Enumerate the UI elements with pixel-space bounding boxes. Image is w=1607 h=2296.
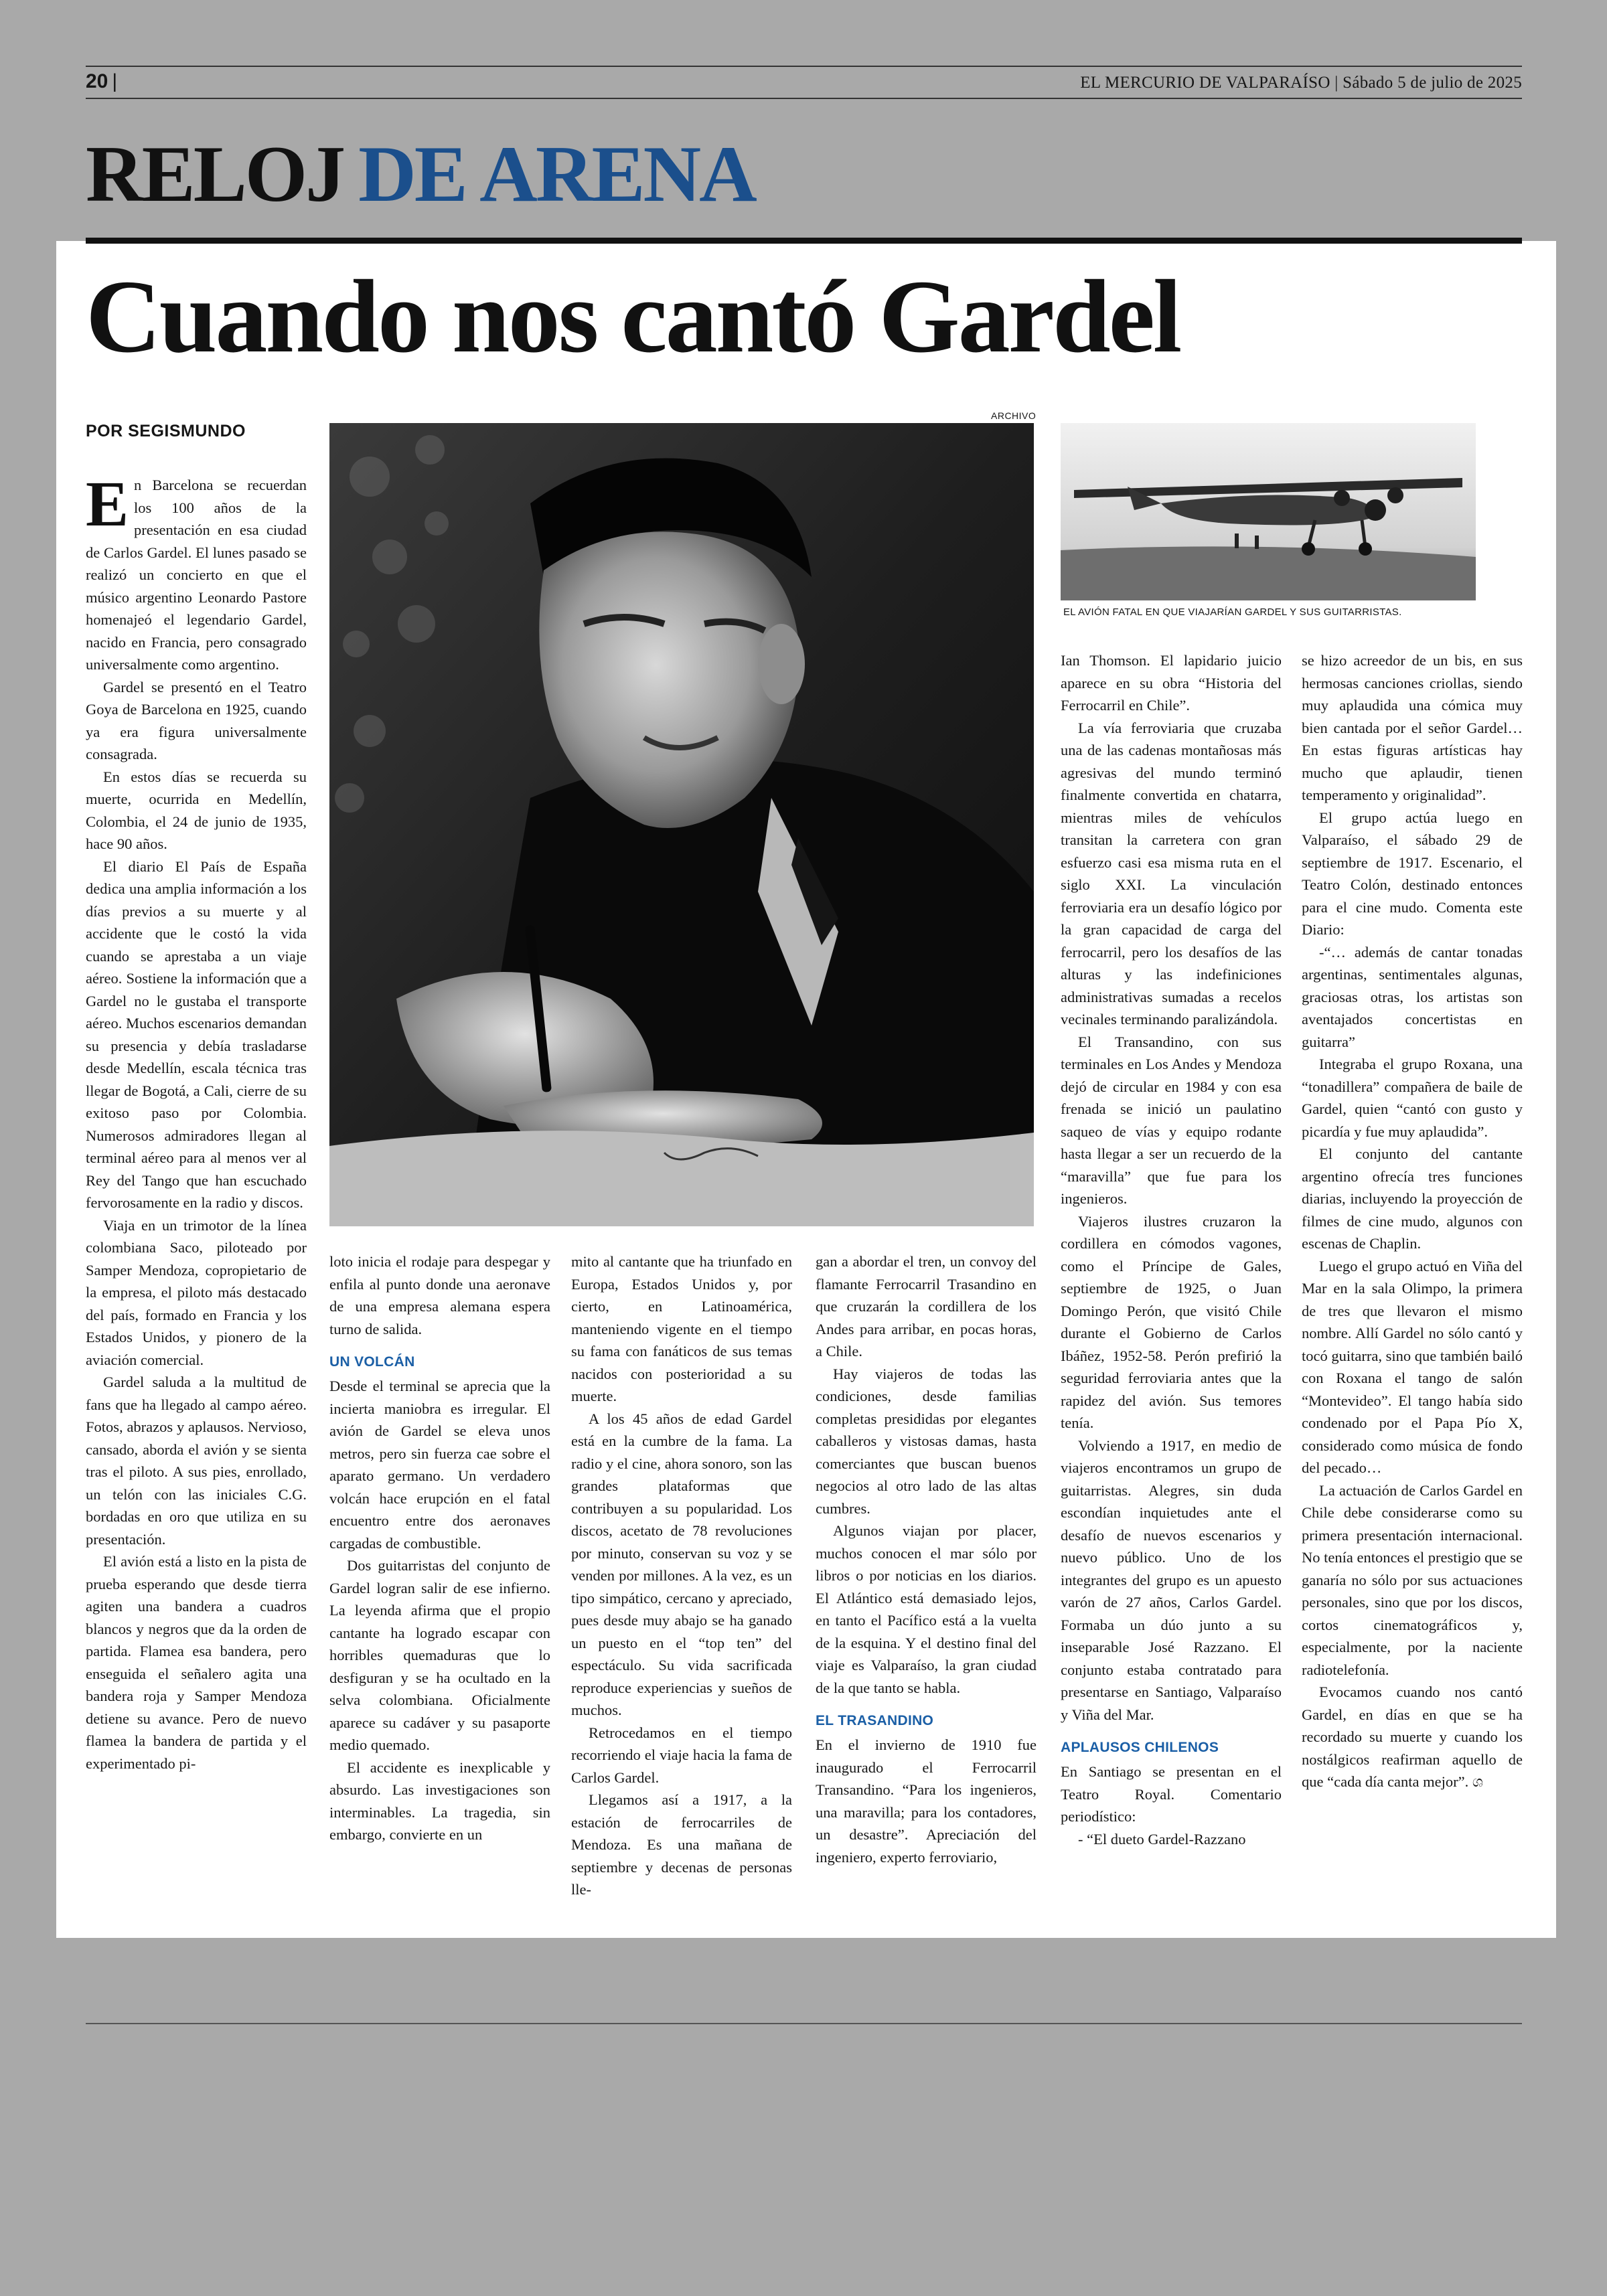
paragraph: Viaja en un trimotor de la línea colombiana Saco, piloteado por Samper Mendoza, copropietario de la empresa, el piloto más destacado del país, formado en Francia y los Estados Unidos, y pionero de la aviación comercial. (86, 1216, 307, 1368)
plane-caption: EL AVIÓN FATAL EN QUE VIAJARÍAN GARDEL Y SUS GUITARRISTAS. (1063, 606, 1402, 618)
article-column-6 (1302, 649, 1523, 1793)
article-column-4 (816, 1250, 1037, 1868)
paragraph: En Santiago se presentan en el Teatro Royal. Comentario periodístico: (1061, 1763, 1282, 1825)
subheading: UN VOLCÁN (329, 1354, 415, 1370)
paragraph: loto inicia el rodaje para despegar y enfila al punto donde una aeronave de una empresa alemana espera turno de salida. (329, 1253, 550, 1337)
paragraph: - “El dueto Gardel-Razzano (1078, 1830, 1246, 1848)
top-rule (86, 66, 1522, 67)
article-column-2 (329, 1250, 550, 1846)
article-column-3 (571, 1250, 792, 1901)
plane-photo (1061, 423, 1476, 600)
paragraph: El grupo actúa luego en Valparaíso, el sábado 29 de septiembre de 1917. Escenario, el Teatro Colón, destinado entonces para el cine mudo. Comenta este Diario: (1302, 809, 1523, 938)
paragraph: En el invierno de 1910 fue inaugurado el Ferrocarril Transandino. “Para los ingenieros, una maravilla; para los contadores, un desastre”. Apreciación del ingeniero, experto ferroviario, (816, 1736, 1037, 1866)
paragraph: Llegamos así a 1917, a la estación de ferrocarriles de Mendoza. Es una mañana de septiembre y decenas de personas lle- (571, 1791, 792, 1898)
paragraph: Hay viajeros de todas las condiciones, desde familias completas presididas por elegantes caballeros y vistosas damas, hasta comerciantes que buscan buenos negocios al otro lado de las altas cumbres. (816, 1365, 1037, 1517)
paragraph: Gardel saluda a la multitud de fans que ha llegado al campo aéreo. Fotos, abrazos y aplausos. Nervioso, cansado, aborda el avión y se sienta tras el piloto. A sus pies, enrollado, un telón con las iniciales C.G. bordadas en oro que utiliza en su presentación. (86, 1374, 307, 1548)
end-mark-icon: ශ (1472, 1773, 1483, 1790)
paragraph: Algunos viajan por placer, muchos conocen el mar sólo por libros o por noticias en los diarios. El Atlántico está demasiado lejos, en tanto el Pacífico está a la vuelta de la esquina. Y el destino final del viaje es Valparaíso, la gran ciudad de la que tanto se habla. (816, 1522, 1037, 1696)
subheading: EL TRASANDINO (816, 1713, 934, 1728)
paragraph: Ian Thomson. El lapidario juicio aparece en su obra “Historia del Ferrocarril en Chile”. (1061, 652, 1282, 714)
paragraph: -“… además de cantar tonadas argentinas, sentimentales algunas, graciosas otras, los artistas son aventajados concertistas en guitarra” (1302, 943, 1523, 1050)
subheading: APLAUSOS CHILENOS (1061, 1740, 1219, 1755)
article-column-1 (86, 468, 307, 1775)
paragraph: Luego el grupo actuó en Viña del Mar en la sala Olimpo, la primera de tres que llevaron el mismo nombre. Allí Gardel no sólo cantó y tocó guitarra, sino que también bailó con Roxana el tango de salón “Montevideo”. El tango había sido condenado por el Papa Pío X, considerado como música de fondo del pecado… (1302, 1257, 1523, 1476)
paragraph: La vía ferroviaria que cruzaba una de las cadenas montañosas más agresivas del mundo terminó finalmente convertida en chatarra, mientras miles de vehículos transitan la carretera con gran esfuerzo casi esa misma ruta en el siglo XXI. La vinculación ferroviaria era un desafío lógico por la gran capacidad de carga del ferrocarril, pero los desafíos de las alturas y las indefiniciones administrativas sumadas a recelos vecinales terminando paralizándola. (1061, 719, 1282, 1028)
article-column-5 (1061, 649, 1282, 1850)
paragraph: Volviendo a 1917, en medio de viajeros encontramos un grupo de guitarristas. Alegres, sin duda escondían inquietudes ante el desafío de nuevos escenarios y nuevo público. Uno de los integrantes del grupo es un apuesto varón de 27 años, Carlos Gardel. Formaba un dúo junto a su inseparable José Razzano. El conjunto estaba contratado para presentarse en Santiago, Valparaíso y Viña del Mar. (1061, 1437, 1282, 1723)
gardel-photo-image (329, 423, 1034, 1226)
paragraph: A los 45 años de edad Gardel está en la cumbre de la fama. La radio y el cine, ahora sonoro, son las grandes plataformas que contribuyen a su popularidad. Los discos, acetato de 78 revoluciones por minuto, conservan su voz y se venden por millones. A la vez, es un tipo simpático, cercano y apreciado, pues desde muy abajo se ha ganado un puesto en el “top ten” del espectáculo. Su vida sacrificada reproduce experiencias y sueños de muchos. (571, 1410, 792, 1718)
footer-rule (86, 2023, 1522, 2024)
headline: Cuando nos cantó Gardel (86, 258, 1180, 374)
drop-cap: E (86, 468, 129, 540)
folio: EL MERCURIO DE VALPARAÍSO | Sábado 5 de julio de 2025 (1080, 74, 1522, 92)
header-rule (86, 98, 1522, 99)
paragraph: En Barcelona se recuerdan los 100 años de la presentación en esa ciudad de Carlos Gardel. El lunes pasado se realizó un concierto en que el músico argentino Leonardo Pastore homenajeó el legendario Gardel, nacido en Francia, pero consagrado universalmente como argentino. (86, 468, 307, 673)
section-rule (86, 238, 1522, 244)
paragraph: El accidente es inexplicable y absurdo. Las investigaciones son interminables. La tragedia, sin embargo, convierte en un (329, 1758, 550, 1843)
paragraph: Integraba el grupo Roxana, una “tonadillera” compañera de baile de Gardel, quien “cantó con gusto y picardía y fue muy aplaudida”. (1302, 1056, 1523, 1140)
paragraph: La actuación de Carlos Gardel en Chile debe considerarse como su primera presentación internacional. No tenía entonces el prestigio que se ganaría no sólo por sus actuaciones personales, sino que por los discos, cortos cinematográficos y, especialmente, por la naciente radiotelefonía. (1302, 1481, 1523, 1678)
paragraph: El conjunto del cantante argentino ofrecía tres funciones diarias, incluyendo la proyección de filmes de cine mudo, algunos con escenas de Chaplin. (1302, 1145, 1523, 1252)
paragraph: Retrocedamos en el tiempo recorriendo el viaje hacia la fama de Carlos Gardel. (571, 1724, 792, 1786)
paragraph: Gardel se presentó en el Teatro Goya de Barcelona en 1925, cuando ya era figura universalmente consagrada. (86, 678, 307, 762)
page-number: 20 | (86, 70, 118, 92)
paragraph: se hizo acreedor de un bis, en sus hermosas canciones criollas, siendo muy aplaudida una cómica muy bien cantada por el señor Gardel… En estas figuras artísticas hay mucho que aplaudir, tienen temperamento y originalidad”. (1302, 652, 1523, 803)
byline: POR SEGISMUNDO (86, 422, 246, 440)
gardel-photo (329, 423, 1034, 1226)
section-title: RELOJ DE ARENA (86, 129, 755, 218)
paragraph: El diario El País de España dedica una amplia información a los días previos a su muerte y al accidente que le costó la vida cuando se aprestaba a un viaje aéreo. Sostiene la información que a Gardel no le gustaba el transporte aéreo. Muchos escenarios demandan su presencia y debía trasladarse desde Medellín, escala técnica tras llegar de Bogotá, a Cali, cierre de su exitoso paso por Colombia. Numerosos admiradores llegan al terminal aéreo para al menos ver al Rey del Tango que han escuchado fervorosamente en la radio y discos. (86, 857, 307, 1211)
paragraph: gan a abordar el tren, un convoy del flamante Ferrocarril Trasandino en que cruzarán la cordillera de los Andes para arribar, en pocas horas, a Chile. (816, 1253, 1037, 1360)
paragraph: Desde el terminal se aprecia que la incierta maniobra es irregular. El avión de Gardel se eleva unos metros, pero sin fuerza cae sobre el aparato germano. Un verdadero volcán hace erupción en el fatal encuentro entre dos aeronaves cargadas de combustible. (329, 1378, 550, 1552)
paragraph: Dos guitarristas del conjunto de Gardel logran salir de ese infierno. La leyenda afirma que el propio cantante ha logrado escapar con horribles quemaduras que lo desfiguran y se ha ocultado en la selva colombiana. Oficialmente aparece su cadáver y su pasaporte medio quemado. (329, 1557, 550, 1753)
paragraph: Viajeros ilustres cruzaron la cordillera en cómodos vagones, como el Príncipe de Gales, septiembre de 1925, o Juan Domingo Perón, que visitó Chile durante el Gobierno de Carlos Ibáñez, 1952-58. Perón prefirió la seguridad ferroviaria antes que la rapidez del avión. Sus temores tenía. (1061, 1212, 1282, 1431)
paragraph: En estos días se recuerda su muerte, ocurrida en Medellín, Colombia, el 24 de junio de 1935, hace 90 años. (86, 768, 307, 852)
paragraph: El avión está a listo en la pista de prueba esperando que desde tierra agiten una bandera a cuadros blancos y negros que da la orden de partida. Flamea esa bandera, pero enseguida el señalero agita una bandera roja y Samper Mendoza detiene su avance. Pero de nuevo flamea la bandera de partida y el experimentado pi- (86, 1553, 307, 1772)
paragraph: mito al cantante que ha triunfado en Europa, Estados Unidos y, por cierto, en Latinoamérica, manteniendo vigente en el tiempo su fama con fanáticos de sus temas nacidos con posterioridad a su muerte. (571, 1253, 792, 1404)
paragraph: El Transandino, con sus terminales en Los Andes y Mendoza dejó de circular en 1984 y con esa frenada se inició un paulatino saqueo de vías y equipo rodante hasta llegar a ser un recuerdo de la “maravilla” que fue para los ingenieros. (1061, 1033, 1282, 1207)
paragraph: Evocamos cuando nos cantó Gardel, en días en que se ha recordado su muerte y cuando los nostálgicos reafirman aquello de que “cada día canta mejor”. ශ (1302, 1684, 1523, 1790)
photo-credit: ARCHIVO (991, 410, 1037, 421)
plane-photo-image (1061, 423, 1476, 600)
